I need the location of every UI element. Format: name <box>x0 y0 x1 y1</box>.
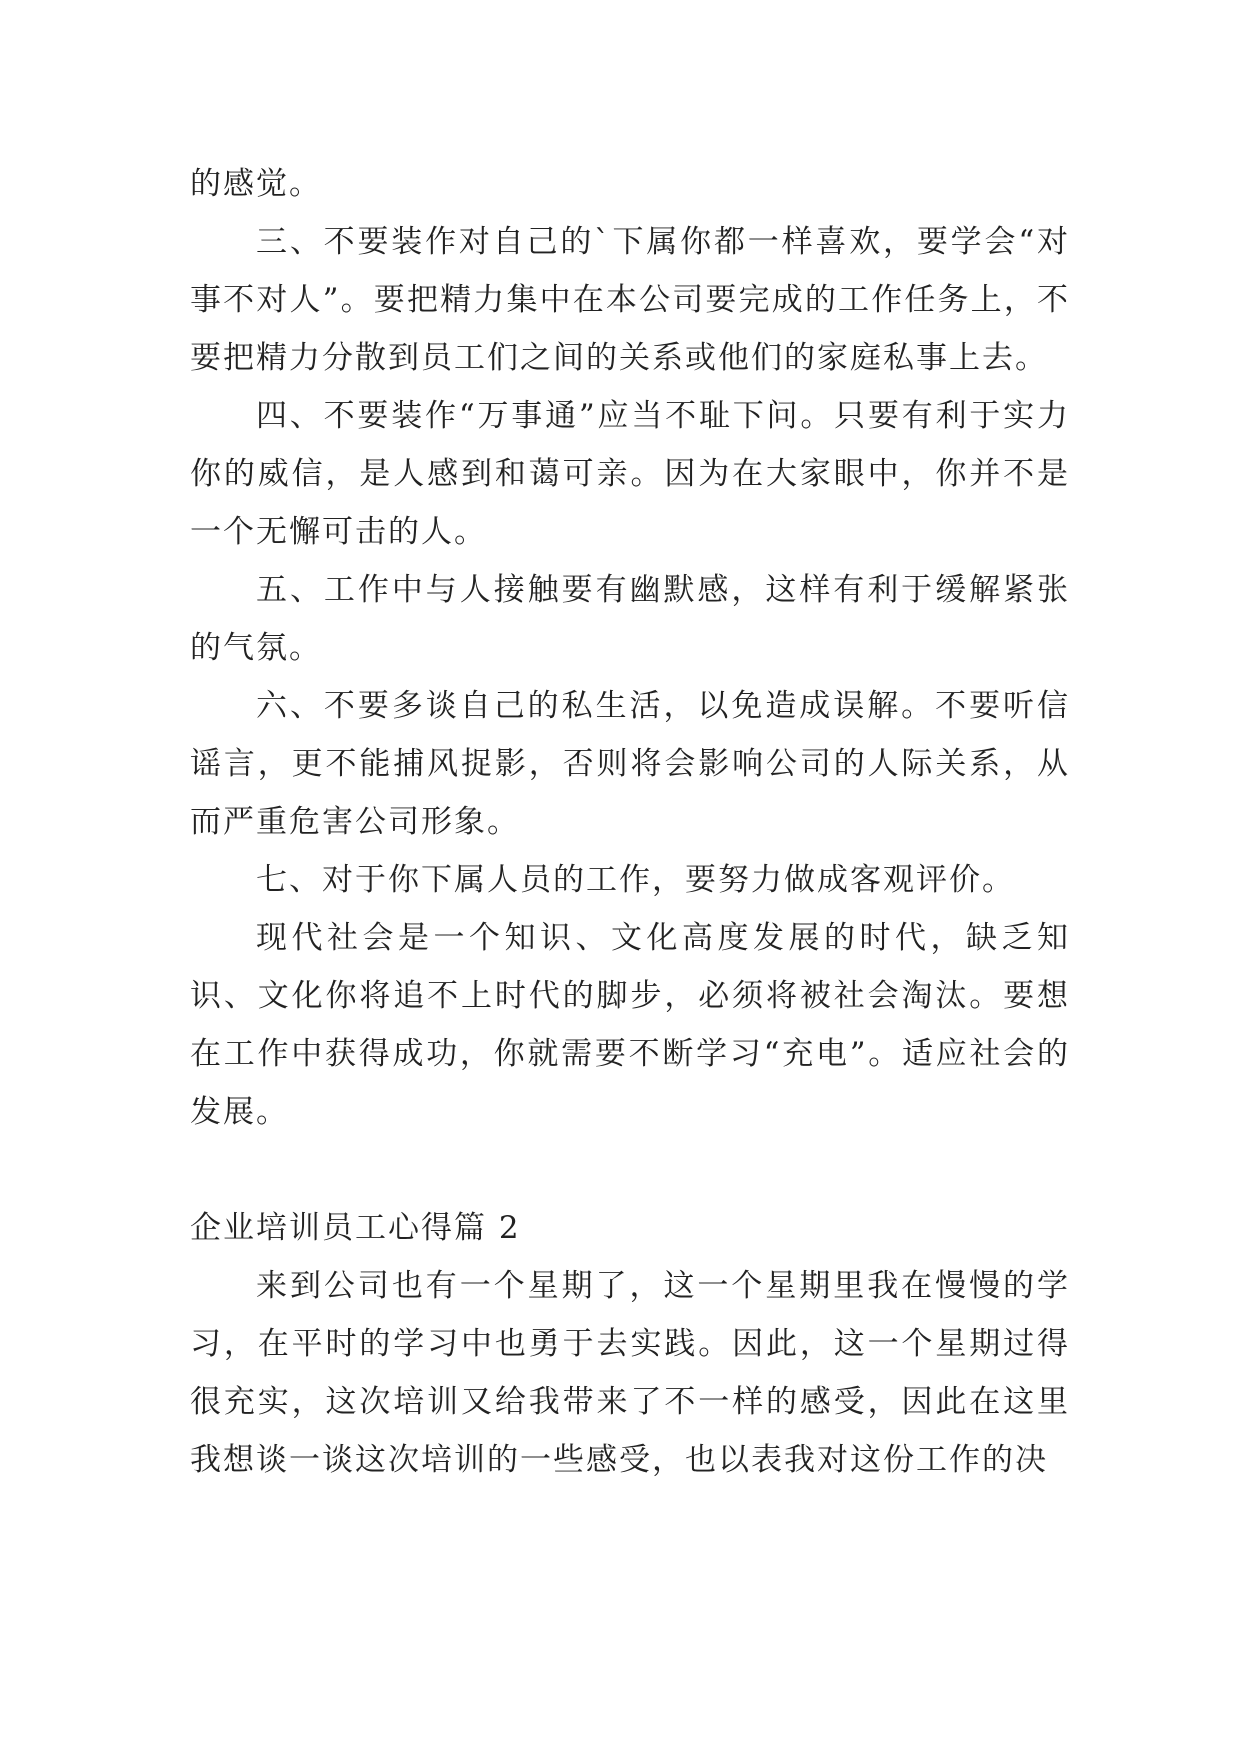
document-body <box>190 155 1070 1489</box>
paragraph-1: 三、不要装作对自己的`下属你都一样喜欢，要学会“对事不对人”。要把精力集中在本公司要完成的工作任务上，不要把精力分散到员工们之间的关系或他们的家庭私事上去。 <box>190 224 1070 376</box>
paragraph-6: 现代社会是一个知识、文化高度发展的时代，缺乏知识、文化你将追不上时代的脚步，必须将被社会淘汰。要想在工作中获得成功，你就需要不断学习“充电”。适应社会的发展。 <box>190 920 1070 1130</box>
section-title: 企业培训员工心得篇 2 <box>190 1210 521 1246</box>
paragraph-5: 七、对于你下属人员的工作，要努力做成客观评价。 <box>256 862 1015 898</box>
paragraph-2: 四、不要装作“万事通”应当不耻下问。只要有利于实力你的威信，是人感到和蔼可亲。因为在大家眼中，你并不是一个无懈可击的人。 <box>190 398 1070 550</box>
paragraph-3: 五、工作中与人接触要有幽默感，这样有利于缓解紧张的气氛。 <box>190 572 1070 666</box>
paragraph-0: 的感觉。 <box>190 166 322 202</box>
paragraph-4: 六、不要多谈自己的私生活，以免造成误解。不要听信谣言，更不能捕风捉影，否则将会影响公司的人际关系，从而严重危害公司形象。 <box>190 688 1070 840</box>
section2-paragraph-0: 来到公司也有一个星期了，这一个星期里我在慢慢的学习，在平时的学习中也勇于去实践。因此，这一个星期过得很充实，这次培训又给我带来了不一样的感受，因此在这里我想谈一谈这次培训的一些感受，也以表我对这份工作的决 <box>190 1268 1070 1478</box>
